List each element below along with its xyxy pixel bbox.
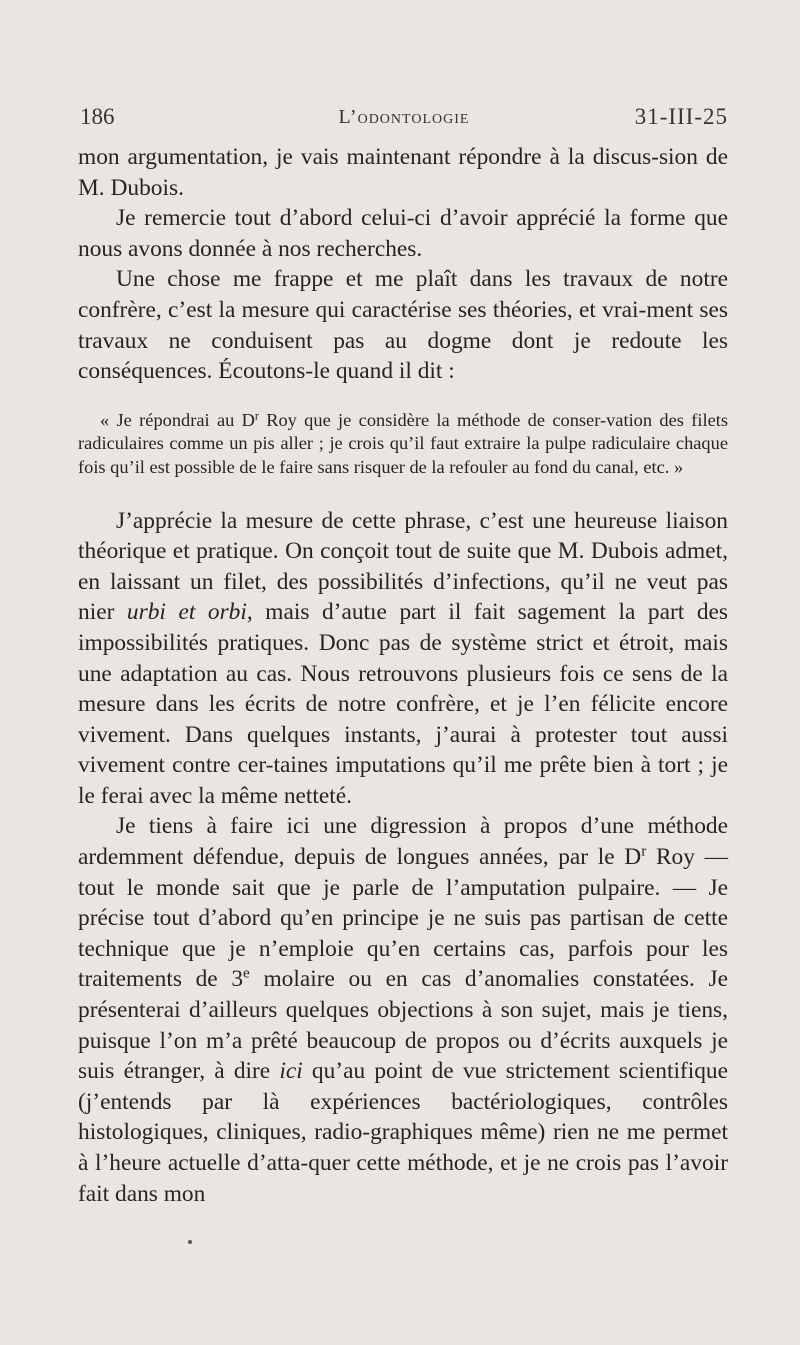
page-number: 186 (80, 104, 115, 129)
body-paragraph: mon argumentation, je vais maintenant répondre à la discus-sion de M. Dubois. (78, 144, 728, 201)
page-body (78, 142, 728, 1209)
journal-title: L’odontologie (338, 106, 470, 128)
body-paragraph: Je remercie tout d’abord celui-ci d’avoir apprécié la forme que nous avons donnée à nos recherches. (78, 205, 728, 262)
body-paragraph: J’apprécie la mesure de cette phrase, c’est une heureuse liaison théorique et pratique. On conçoit tout de suite que M. Dubois admet, en laissant un filet, des possibilités d’infections, qu’il ne veut pas nier urbi et orbi, mais d’autıe part il fait sagement la part des impossibilités pratiques. Donc pas de système strict et étroit, mais une adaptation au cas. Nous retrouvons plusieurs fois ce sens de la mesure dans les écrits de notre confrère, et je l’en félicite encore vivement. Dans quelques instants, j’aurai à protester tout aussi vivement contre cer-taines imputations qu’il me prête bien à tort ; je le ferai avec la même netteté. (78, 507, 729, 809)
running-header (80, 104, 728, 134)
body-paragraph: Je tiens à faire ici une digression à propos d’une méthode ardemment défendue, depuis de longues années, par le $D^r$ Roy — tout le monde sait que je parle de l’amputation pulpaire. — Je précise tout d’abord qu’en principe je ne suis pas partisan de cette technique que je n’emploie qu’en certains cas, parfois pour les traitements de 3e molaire ou en cas d’anomalies constatées. Je présenterai d’ailleurs quelques objections à son sujet, mais je tiens, puisque l’on m’a prêté beaucoup de propos ou d’écrits auxquels je suis étranger, à dire ici qu’au point de vue strictement scientifique (j’entends par là expériences bactériologiques, contrôles histologiques, cliniques, radio-graphiques même) rien ne me permet à l’heure actuelle d’atta-quer cette méthode, et je ne crois pas l’avoir fait dans mon (78, 813, 729, 1207)
ink-speck (188, 1240, 192, 1244)
issue-date: 31-III-25 (634, 104, 728, 129)
body-paragraph: Une chose me frappe et me plaît dans les travaux de notre confrère, c’est la mesure qui caractérise ses théories, et vrai-ment ses travaux ne conduisent pas au dogme dont je redoute les conséquences. Écoutons-le quand il dit : (78, 266, 728, 385)
block-quote: « Je répondrai au $D^r$ Roy que je considère la méthode de conser-vation des filets radiculaires comme un pis aller ; je crois qu’il faut extraire la pulpe radiculaire chaque fois qu’il est possible de le faire sans risquer de la refouler au fond du canal, etc. » (78, 408, 728, 477)
